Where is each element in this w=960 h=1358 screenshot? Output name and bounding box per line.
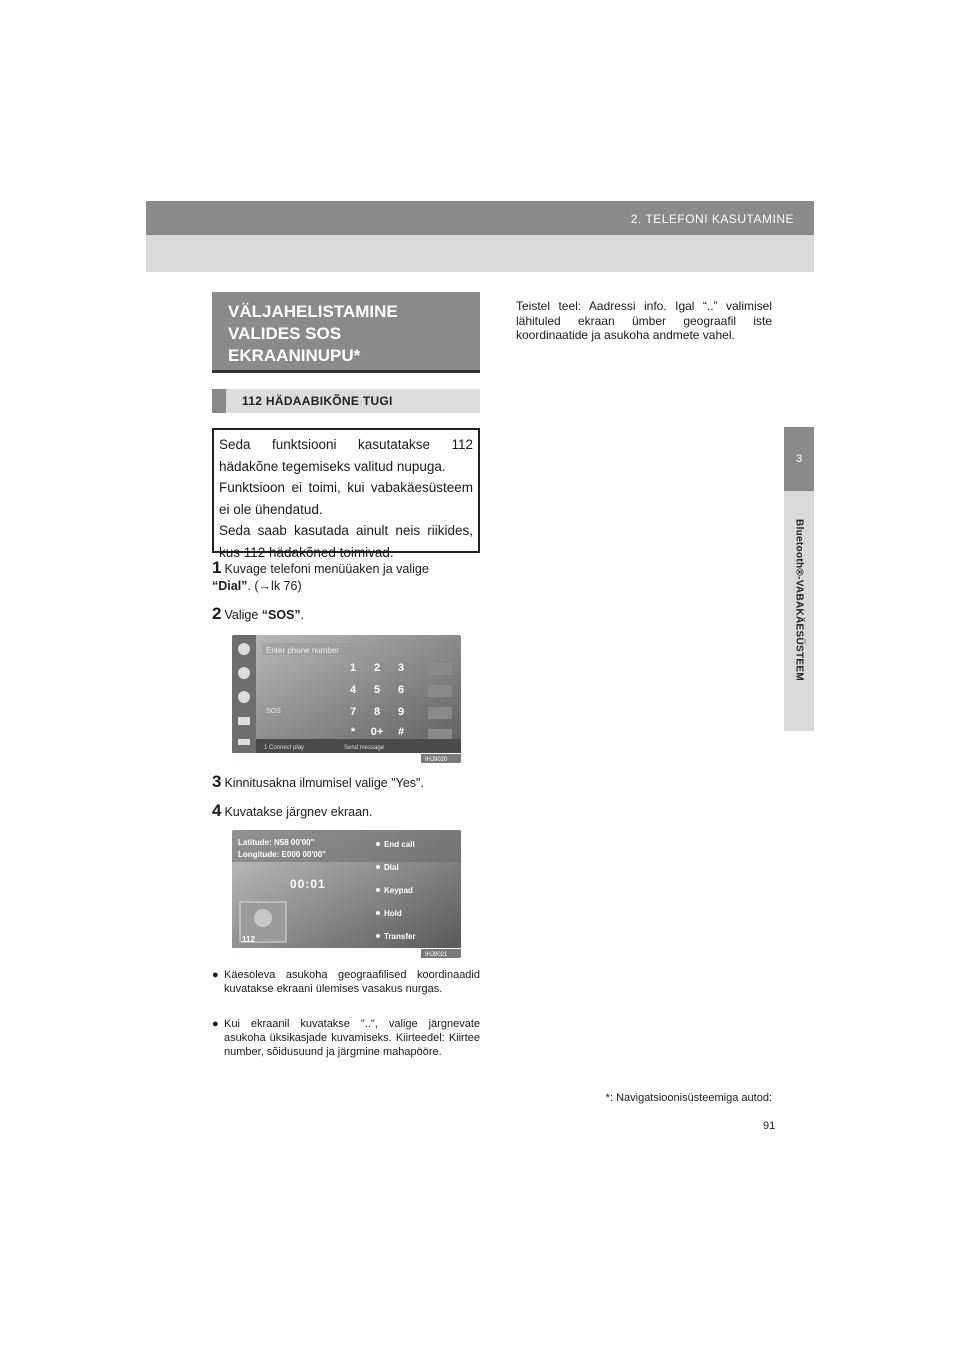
footnote: *: Navigatsioonisüsteemiga autod: bbox=[605, 1092, 772, 1104]
page-number: 91 bbox=[763, 1120, 776, 1132]
step-text: Kuvage telefoni menüüaken ja valige bbox=[224, 562, 429, 576]
step-3 bbox=[212, 773, 480, 792]
info-paragraph: Seda saab kasutada ainult neis riikides, kus 112 hädakõned toimivad. bbox=[219, 523, 473, 560]
key-6[interactable]: 6 bbox=[397, 684, 405, 696]
end-call-icon bbox=[376, 842, 380, 846]
latitude-readout: Latitude: N58 00'00" bbox=[238, 838, 315, 847]
screen-header: Enter phone number bbox=[266, 646, 339, 655]
step-number: 2 bbox=[212, 604, 222, 623]
bullet-icon: ● bbox=[212, 969, 219, 981]
step-number: 4 bbox=[212, 801, 222, 820]
dial-icon bbox=[376, 865, 380, 869]
contacts-icon bbox=[238, 667, 250, 679]
bullet-text: Kui ekraanil kuvatakse "..", valige järgnevate asukoha üksikasjade kuvamiseks. Kiirteedel: Kiirtee number, sõidusuund ja järgmine mahapööre. bbox=[224, 1018, 480, 1058]
step-1 bbox=[212, 559, 480, 595]
step-bold: “Dial” bbox=[212, 579, 248, 593]
menu-hold[interactable]: Hold bbox=[384, 909, 402, 918]
section-title: 2. TELEFONI KASUTAMINE bbox=[630, 212, 794, 226]
bullet-item bbox=[212, 1017, 480, 1059]
key-star[interactable]: * bbox=[350, 726, 356, 738]
dial-screen-image bbox=[232, 635, 461, 763]
step-text: . (→lk 76) bbox=[247, 579, 302, 593]
transfer-icon bbox=[376, 934, 380, 938]
key-4[interactable]: 4 bbox=[349, 684, 357, 696]
menu-end-call[interactable]: End call bbox=[384, 840, 415, 849]
phone-icon bbox=[238, 643, 250, 655]
subheading-text: 112 HÄDAABIKÕNE TUGI bbox=[242, 394, 393, 408]
title-line: EKRAANINUPU* bbox=[228, 346, 361, 365]
header-band bbox=[146, 201, 814, 235]
step-number: 1 bbox=[212, 558, 222, 577]
header-subband bbox=[146, 235, 814, 272]
step-2 bbox=[212, 605, 480, 624]
info-box bbox=[212, 428, 480, 560]
image-code: IHJ9020 bbox=[425, 757, 448, 763]
message-icon bbox=[238, 717, 250, 725]
send-message-button[interactable]: Send message bbox=[344, 745, 385, 751]
sos-number: 112 bbox=[242, 935, 255, 944]
key-0[interactable]: 0+ bbox=[370, 726, 384, 738]
key-1[interactable]: 1 bbox=[349, 662, 357, 674]
key-2[interactable]: 2 bbox=[373, 662, 381, 674]
chapter-number: 3 bbox=[795, 453, 803, 465]
key-5[interactable]: 5 bbox=[373, 684, 381, 696]
key-hash[interactable]: # bbox=[397, 726, 405, 738]
section-heading bbox=[212, 292, 480, 373]
subheading bbox=[212, 389, 480, 413]
title-line: VÄLJAHELISTAMINE bbox=[228, 302, 398, 321]
info-paragraph: Seda funktsiooni kasutatakse 112 hädakõne tegemiseks valitud nupuga. bbox=[219, 437, 473, 474]
step-text: Kuvatakse järgnev ekraan. bbox=[224, 805, 373, 819]
longitude-readout: Longitude: E000 00'00" bbox=[238, 850, 326, 859]
step-4 bbox=[212, 802, 480, 821]
back-icon bbox=[238, 739, 250, 745]
key-3[interactable]: 3 bbox=[397, 662, 405, 674]
right-column-text: Teistel teel: Aadressi info. Igal “..” valimisel lähituled ekraan ümber geograafil iste koordinaatide ja asukoha andmete vahel. bbox=[516, 299, 772, 342]
bullet-text: Käesoleva asukoha geograafilised koordinaadid kuvatakse ekraani ülemises vasakus nurgas. bbox=[224, 969, 480, 995]
keypad-icon bbox=[376, 888, 380, 892]
connect-play-button[interactable]: 1 Connect play bbox=[264, 745, 305, 751]
key-7[interactable]: 7 bbox=[349, 706, 357, 718]
step-text: Valige bbox=[224, 608, 262, 622]
bullet-icon: ● bbox=[212, 1018, 219, 1030]
menu-transfer[interactable]: Transfer bbox=[384, 932, 416, 941]
info-paragraph: Funktsioon ei toimi, kui vabakäesüsteem ei ole ühendatud. bbox=[219, 480, 473, 517]
image-code: IHJ9021 bbox=[425, 952, 448, 958]
chapter-tab bbox=[784, 427, 814, 491]
subheading-marker bbox=[212, 389, 226, 413]
history-icon bbox=[238, 691, 250, 703]
title-line: VALIDES SOS bbox=[228, 324, 342, 343]
menu-dial[interactable]: Dial bbox=[384, 863, 399, 872]
hold-icon bbox=[376, 911, 380, 915]
emergency-icon bbox=[254, 909, 272, 927]
step-number: 3 bbox=[212, 772, 222, 791]
bullet-item bbox=[212, 968, 480, 996]
step-text: . bbox=[300, 608, 305, 622]
sos-call-screen-image bbox=[232, 830, 461, 958]
key-8[interactable]: 8 bbox=[373, 706, 381, 718]
chapter-label: Bluetooth®-VABAKÄESÜSTEEM bbox=[793, 519, 805, 681]
sos-label[interactable]: SOS bbox=[266, 708, 281, 715]
step-text: Kinnitusakna ilmumisel valige "Yes". bbox=[224, 776, 424, 790]
step-bold: “SOS” bbox=[261, 608, 301, 622]
key-9[interactable]: 9 bbox=[397, 706, 405, 718]
menu-keypad[interactable]: Keypad bbox=[384, 886, 413, 895]
call-timer: 00:01 bbox=[290, 877, 326, 891]
